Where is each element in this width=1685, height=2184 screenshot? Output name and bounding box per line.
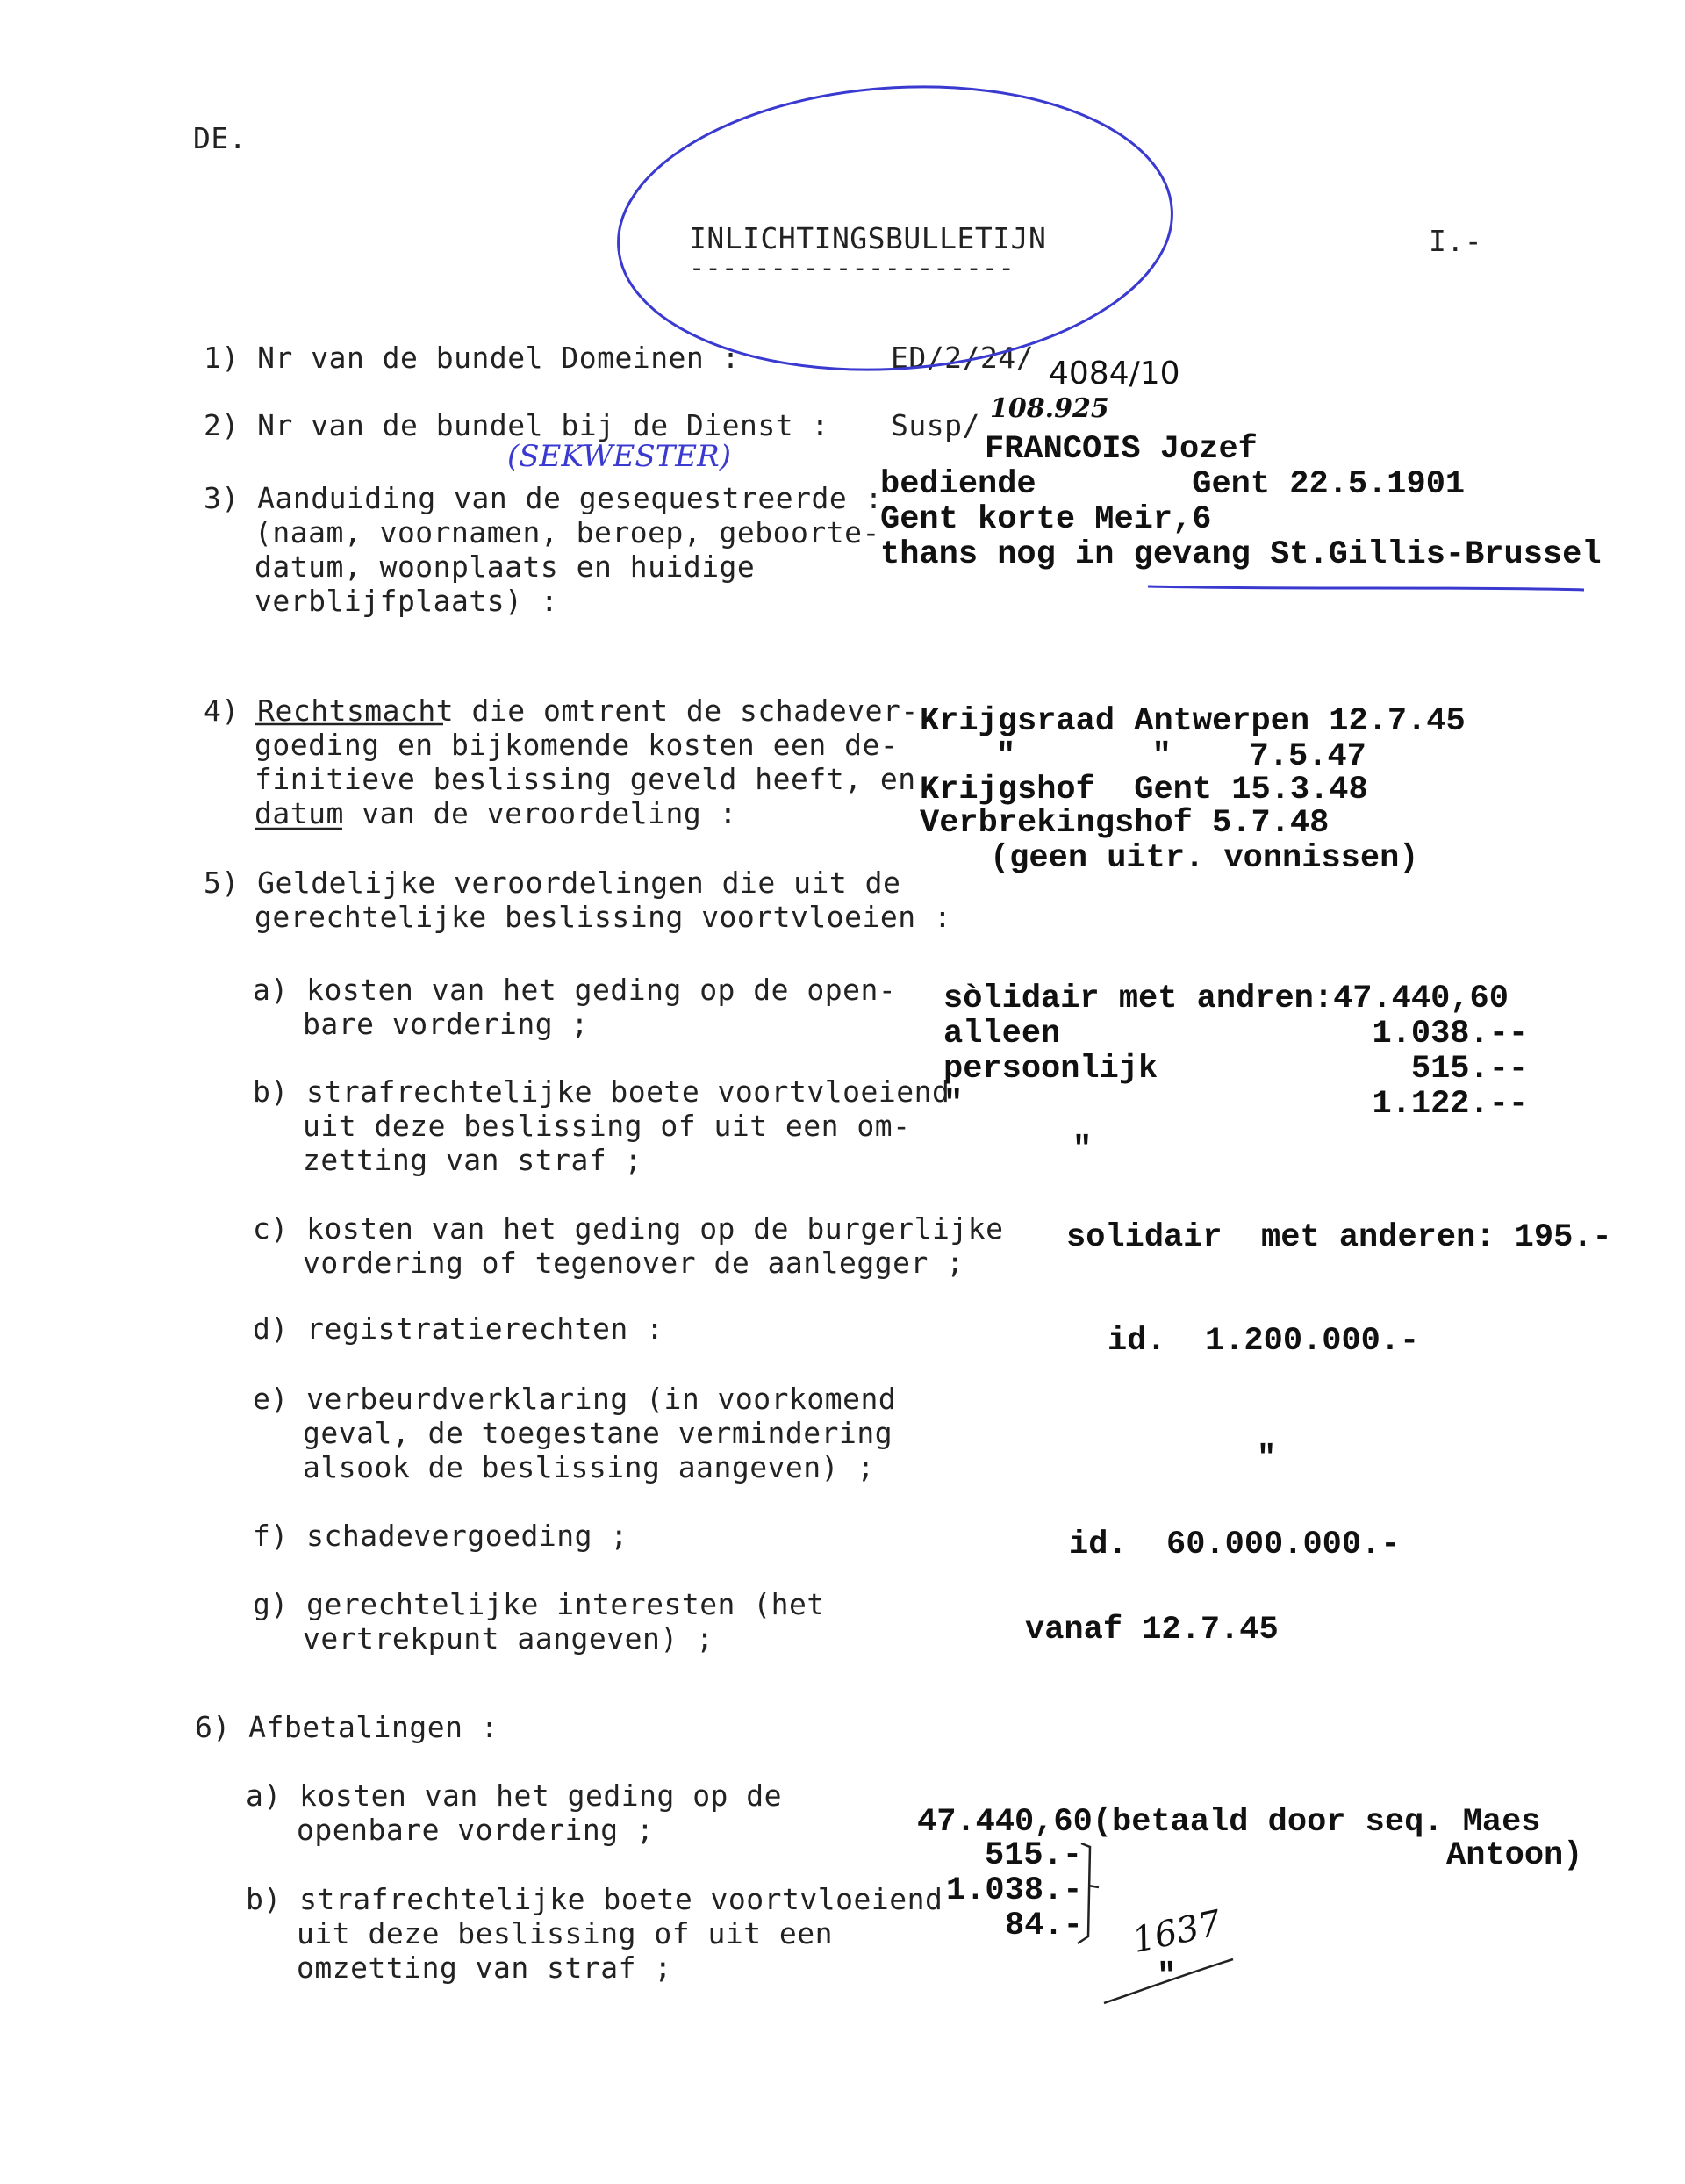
item-4-value-4: Verbrekingshof 5.7.48 <box>920 805 1330 842</box>
item-6a-line-2: openbare vordering ; <box>297 1813 655 1847</box>
item-5e-value: " <box>1257 1440 1277 1477</box>
document-title: INLICHTINGSBULLETIJN <box>689 221 1047 255</box>
item-6-value-3: 1.038.- <box>946 1872 1083 1909</box>
item-4-line-2: goeding en bijkomende kosten een de- <box>255 728 899 762</box>
item-5ab-value-2: alleen 1.038.-- <box>943 1016 1529 1052</box>
item-2-label: 2) Nr van de bundel bij de Dienst : <box>204 408 829 442</box>
item-1-value: ED/2/24/ <box>891 341 1034 375</box>
item-6b-line-1: b) strafrechtelijke boete voortvloeiend <box>246 1882 943 1916</box>
item-5ab-ditto: " <box>1072 1132 1093 1168</box>
item-5g-line-1: g) gerechtelijke interesten (het <box>253 1587 825 1621</box>
item-4-value-1: Krijgsraad Antwerpen 12.7.45 <box>920 703 1466 740</box>
residence-underline <box>1148 586 1584 590</box>
item-5f-label: f) schadevergoeding ; <box>253 1519 628 1553</box>
item-5d-label: d) registratierechten : <box>253 1311 664 1346</box>
item-3-value-occupation: bediende Gent 22.5.1901 <box>880 466 1466 503</box>
item-3-line-3: datum, woonplaats en huidige <box>255 550 756 584</box>
item-3-value-current: thans nog in gevang St.Gillis-Brussel <box>880 536 1602 573</box>
item-4-value-2: " " 7.5.47 <box>996 738 1366 775</box>
document-code: DE. <box>193 121 247 155</box>
item-3-line-4: verblijfplaats) : <box>255 584 559 618</box>
item-4-line-4: datum van de veroordeling : <box>255 796 737 830</box>
handwritten-total: 1637 <box>1129 1902 1225 1962</box>
item-5c-line-1: c) kosten van het geding op de burgerlijke <box>253 1211 1004 1246</box>
item-5a-line-2: bare vordering ; <box>303 1007 589 1041</box>
item-6-value-4: 84.- <box>1005 1907 1083 1944</box>
item-6a-line-1: a) kosten van het geding op de <box>246 1778 783 1813</box>
item-5ab-value-4: " 1.122.-- <box>943 1086 1529 1123</box>
item-6-label: 6) Afbetalingen : <box>195 1710 499 1744</box>
item-5g-line-2: vertrekpunt aangeven) ; <box>303 1621 714 1656</box>
item-6-value-cont: Antoon) <box>1446 1837 1583 1874</box>
sekwester-annotation: (SEKWESTER) <box>507 439 731 474</box>
item-5a-line-1: a) kosten van het geding op de open- <box>253 973 897 1007</box>
item-5b-line-1: b) strafrechtelijke boete voortvloeiend <box>253 1074 950 1109</box>
item-4-line-3: finitieve beslissing geveld heeft, en <box>255 762 916 796</box>
item-5f-value: id. 60.000.000.- <box>1069 1527 1401 1563</box>
item-6-value-1: 47.440,60(betaald door seq. Maes <box>917 1804 1541 1841</box>
item-5e-line-3: alsook de beslissing aangeven) ; <box>303 1450 875 1484</box>
item-5ab-value-1: sòlidair met andren:47.440,60 <box>943 981 1509 1017</box>
item-2-handwritten: 108.925 <box>990 393 1109 424</box>
item-3-value-residence: Gent korte Meir,6 <box>880 501 1212 538</box>
item-1-label: 1) Nr van de bundel Domeinen : <box>204 341 741 375</box>
item-5b-line-3: zetting van straf ; <box>303 1143 642 1177</box>
item-6b-line-2: uit deze beslissing of uit een <box>297 1916 834 1951</box>
item-5e-line-1: e) verbeurdverklaring (in voorkomend <box>253 1382 897 1416</box>
item-5c-value: solidair met anderen: 195.- <box>1066 1219 1612 1256</box>
item-5-line-2: gerechtelijke beslissing voortvloeien : <box>255 900 952 934</box>
item-4-line-1: 4) Rechtsmacht die omtrent de schadever- <box>204 693 919 728</box>
item-4-value-3: Krijgshof Gent 15.3.48 <box>920 772 1368 808</box>
item-6-value-2: 515.- <box>985 1837 1083 1874</box>
item-1-handwritten: 4084/10 <box>1049 356 1180 392</box>
item-4-value-5: (geen uitr. vonnissen) <box>990 840 1419 877</box>
item-5g-value: vanaf 12.7.45 <box>1025 1612 1279 1649</box>
item-3-line-2: (naam, voornamen, beroep, geboorte- <box>255 515 880 550</box>
item-2-value: Susp/ <box>891 408 980 442</box>
item-6-ditto: " <box>1157 1958 1177 1995</box>
sheet-number: I.- <box>1429 224 1483 258</box>
item-5ab-value-3: persoonlijk 515.-- <box>943 1051 1529 1088</box>
item-5b-line-2: uit deze beslissing of uit een om- <box>303 1109 911 1143</box>
item-5d-value: id. 1.200.000.- <box>1108 1323 1420 1360</box>
item-5e-line-2: geval, de toegestane vermindering <box>303 1416 893 1450</box>
item-5-line-1: 5) Geldelijke veroordelingen die uit de <box>204 866 901 900</box>
item-6b-line-3: omzetting van straf ; <box>297 1951 672 1985</box>
item-3-value-name: FRANCOIS Jozef <box>985 431 1258 468</box>
item-3-line-1: 3) Aanduiding van de gesequestreerde : <box>204 481 883 515</box>
title-underline: -------------------- <box>689 253 1015 284</box>
item-5c-line-2: vordering of tegenover de aanlegger ; <box>303 1246 964 1280</box>
